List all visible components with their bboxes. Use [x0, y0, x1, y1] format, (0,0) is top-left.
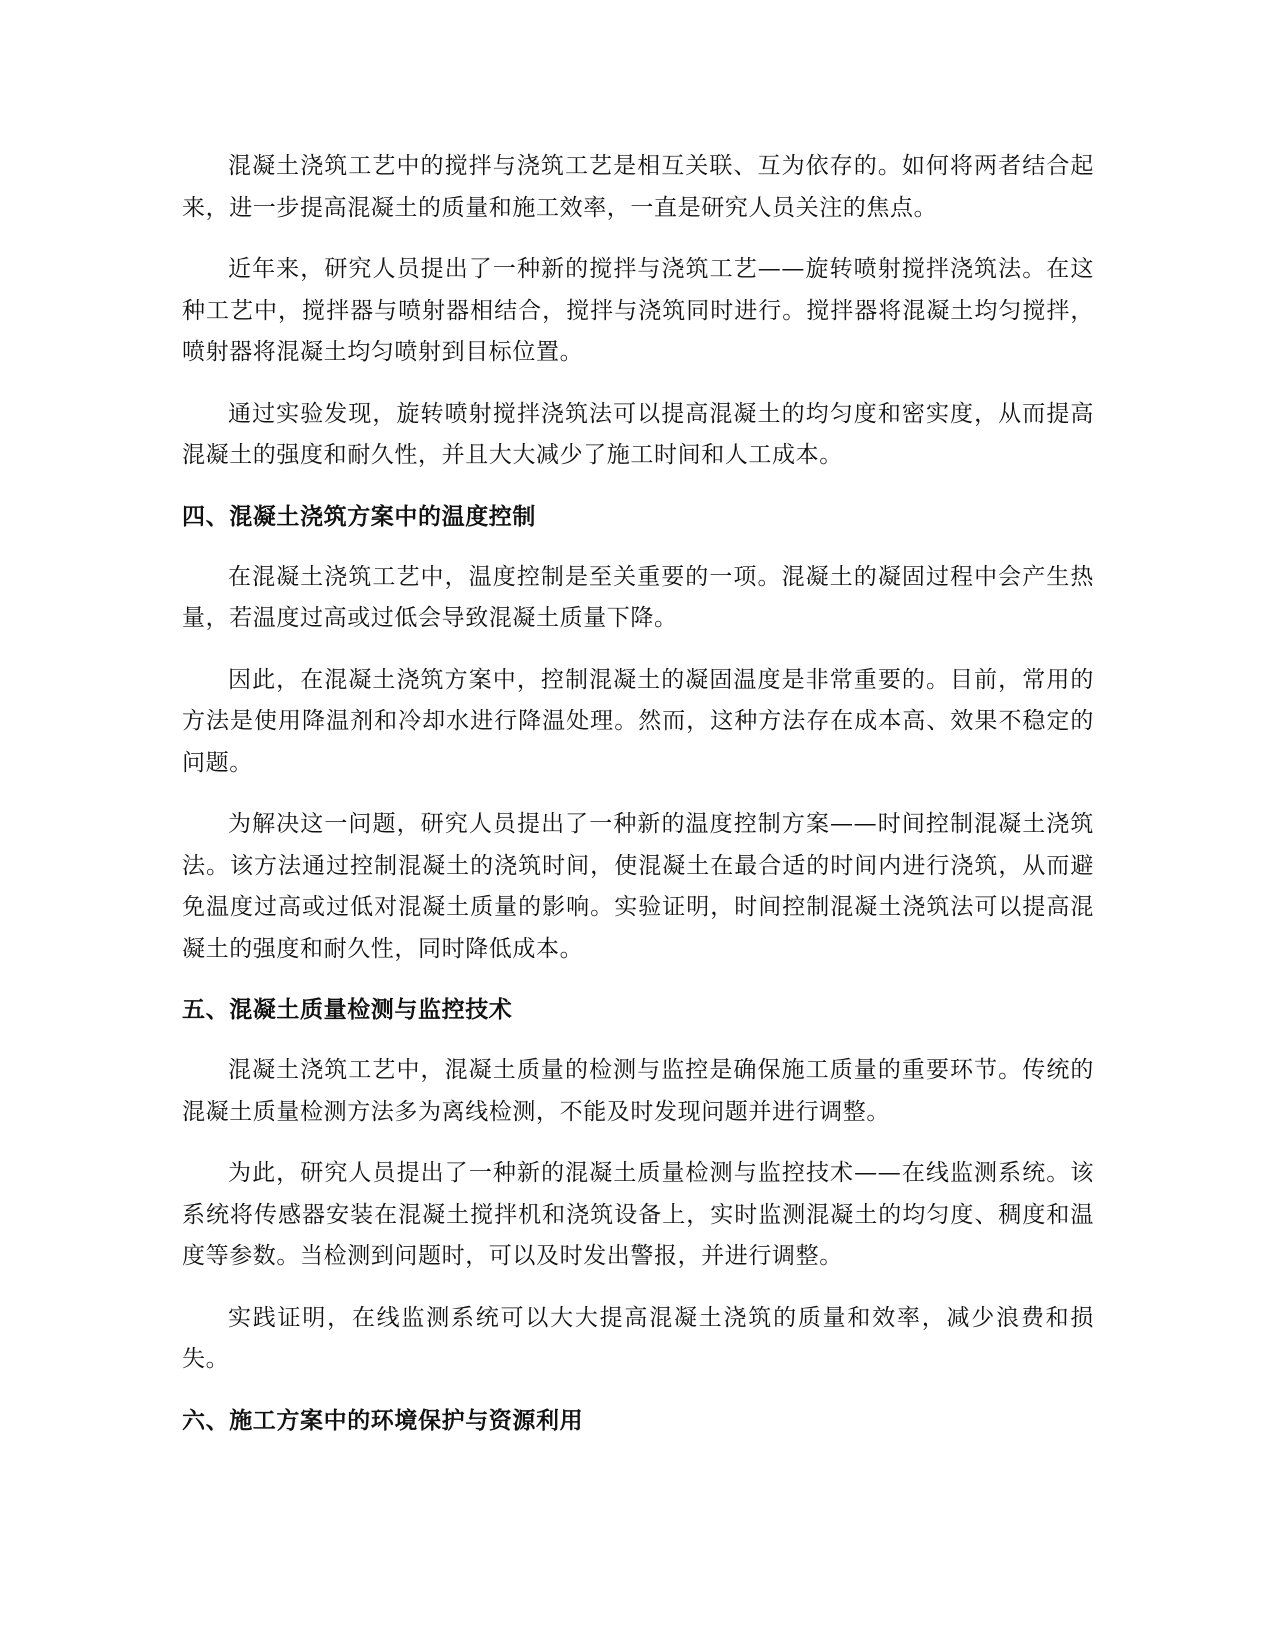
paragraph-temperature-importance: 在混凝土浇筑工艺中，温度控制是至关重要的一项。混凝土的凝固过程中会产生热量，若温度过高或过低会导致混凝土质量下降。	[182, 563, 1094, 631]
paragraph-time-control-method: 为解决这一问题，研究人员提出了一种新的温度控制方案——时间控制混凝土浇筑法。该方法通过控制混凝土的浇筑时间，使混凝土在最合适的时间内进行浇筑，从而避免温度过高或过低对混凝土质量的影响。实验证明，时间控制混凝土浇筑法可以提高混凝土的强度和耐久性，同时降低成本。	[182, 811, 1094, 962]
paragraph-temperature-methods: 因此，在混凝土浇筑方案中，控制混凝土的凝固温度是非常重要的。目前，常用的方法是使用降温剂和冷却水进行降温处理。然而，这种方法存在成本高、效果不稳定的问题。	[182, 666, 1094, 776]
paragraph-mixing-pouring-relation: 混凝土浇筑工艺中的搅拌与浇筑工艺是相互关联、互为依存的。如何将两者结合起来，进一步提高混凝土的质量和施工效率，一直是研究人员关注的焦点。	[182, 153, 1094, 221]
section-heading-6: 六、施工方案中的环境保护与资源利用	[182, 1407, 584, 1434]
paragraph-experiment-results: 通过实验发现，旋转喷射搅拌浇筑法可以提高混凝土的均匀度和密实度，从而提高混凝土的强度和耐久性，并且大大减少了施工时间和人工成本。	[182, 400, 1094, 468]
section-heading-5: 五、混凝土质量检测与监控技术	[182, 997, 513, 1023]
paragraph-online-monitoring: 为此，研究人员提出了一种新的混凝土质量检测与监控技术——在线监测系统。该系统将传感器安装在混凝土搅拌机和浇筑设备上，实时监测混凝土的均匀度、稠度和温度等参数。当检测到问题时，可以及时发出警报，并进行调整。	[182, 1160, 1094, 1269]
paragraph-rotary-jet-method: 近年来，研究人员提出了一种新的搅拌与浇筑工艺——旋转喷射搅拌浇筑法。在这种工艺中，搅拌器与喷射器相结合，搅拌与浇筑同时进行。搅拌器将混凝土均匀搅拌，喷射器将混凝土均匀喷射到目标位置。	[182, 256, 1094, 365]
paragraph-monitoring-benefits: 实践证明，在线监测系统可以大大提高混凝土浇筑的质量和效率，减少浪费和损失。	[182, 1304, 1094, 1372]
paragraph-quality-inspection: 混凝土浇筑工艺中，混凝土质量的检测与监控是确保施工质量的重要环节。传统的混凝土质量检测方法多为离线检测，不能及时发现问题并进行调整。	[182, 1057, 1094, 1125]
section-heading-4: 四、混凝土浇筑方案中的温度控制	[182, 503, 536, 530]
document-page	[182, 146, 1094, 1461]
